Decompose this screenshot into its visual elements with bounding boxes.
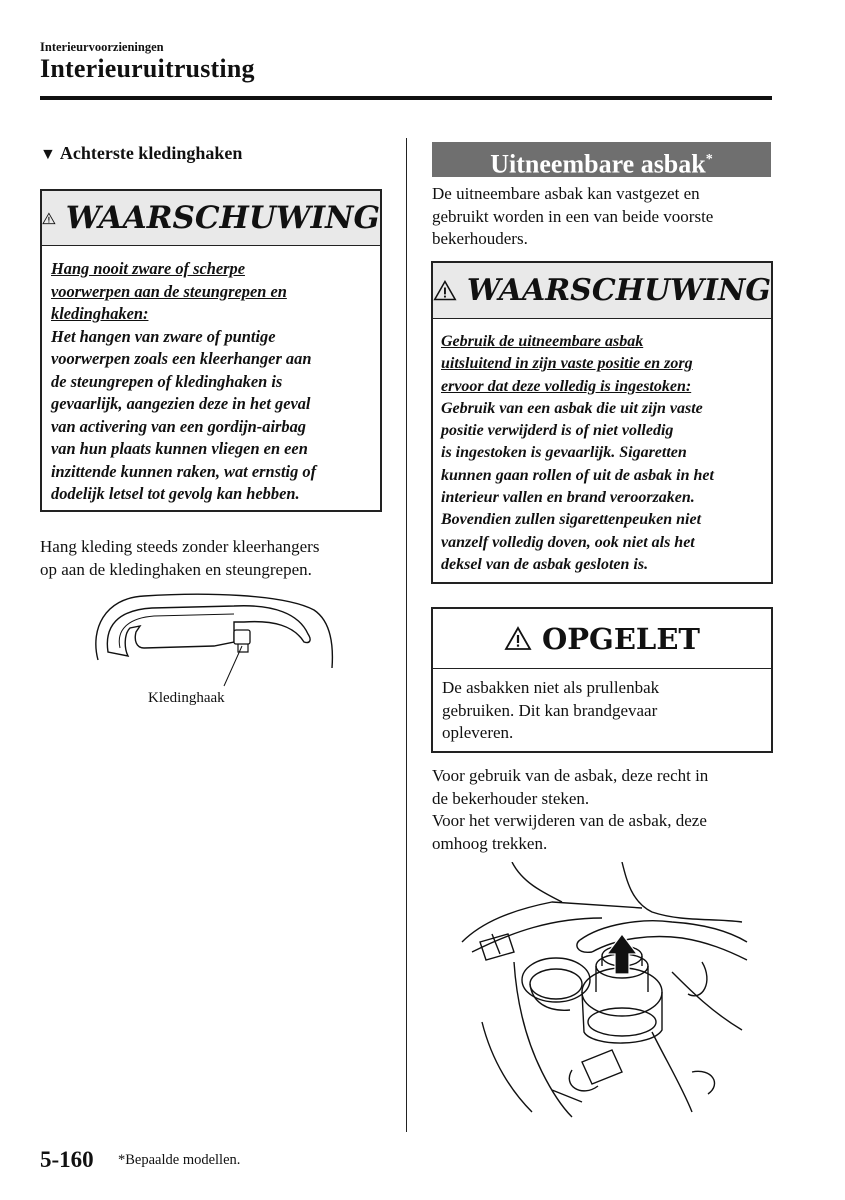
caution-box [431, 607, 773, 753]
warning-text-line: Gebruik van een asbak die uit zijn vaste [441, 399, 703, 417]
coat-hook-illustration [84, 590, 344, 690]
section-title: Uitneembare asbak [490, 149, 706, 179]
paragraph-line: gebruikt worden in een van beide voorste [432, 206, 714, 226]
subheading-text: Achterste kledinghaken [59, 143, 243, 163]
warning-text-line: gevaarlijk, aangezien deze in het geval [51, 394, 311, 413]
warning-text-line: positie verwijderd is of niet volledig [441, 422, 674, 440]
caution-text-line: gebruiken. Dit kan brandgevaar [442, 700, 658, 720]
warning-text-line: deksel van de asbak gesloten is. [441, 555, 649, 573]
warning-lead-line: kledinghaken: [51, 304, 149, 323]
warning-lead-line: Hang nooit zware of scherpe [51, 259, 245, 278]
warning-text-line: kunnen gaan rollen of uit de asbak in het [441, 466, 714, 484]
warning-text-line: vanzelf volledig doven, ook niet als het [441, 533, 695, 551]
triangle-down-icon: ▼ [40, 146, 56, 163]
ashtray-usage [432, 765, 772, 855]
warning-lead-line: voorwerpen aan de steungrepen en [51, 281, 287, 301]
hooks-paragraph [40, 536, 390, 581]
warning-box-ashtray [431, 261, 773, 584]
paragraph-line: bekerhouders. [432, 229, 528, 248]
warning-text-line: interieur vallen en brand veroorzaken. [441, 489, 695, 507]
footnote: *Bepaalde modellen. [118, 1152, 241, 1168]
column-divider [406, 138, 407, 1132]
ashtray-intro [432, 183, 772, 251]
caution-title: OPGELET [541, 621, 700, 656]
warning-body [433, 319, 771, 576]
figure-caption: Kledinghaak [148, 690, 225, 706]
caution-text-line: opleveren. [442, 723, 514, 742]
paragraph-line: de bekerhouder steken. [432, 788, 590, 808]
paragraph-line: Voor gebruik van de asbak, deze recht in [432, 766, 709, 785]
page-number: 5-160 [40, 1147, 94, 1172]
warning-text-line: dodelijk letsel tot gevolg kan hebben. [51, 484, 300, 503]
warning-lead-line: uitsluitend in zijn vaste positie en zorg [441, 355, 693, 373]
caution-text-line: De asbakken niet als prullenbak [442, 678, 660, 697]
ashtray-illustration [452, 862, 752, 1122]
warning-lead-line: ervoor dat deze volledig is ingestoken: [441, 377, 692, 395]
page-title: Interieuruitrusting [40, 54, 255, 83]
warning-box-hooks [40, 189, 382, 512]
section-title-bar [432, 142, 771, 177]
paragraph-line: omhoog trekken. [432, 833, 548, 853]
warning-body [42, 246, 380, 506]
paragraph-line: De uitneembare asbak kan vastgezet en [432, 184, 700, 203]
warning-text-line: van hun plaats kunnen vliegen en een [51, 439, 308, 458]
warning-text-line: de steungrepen of kledinghaken is [51, 371, 283, 391]
caution-body [433, 669, 771, 745]
warning-triangle-icon [504, 626, 532, 651]
warning-title: WAARSCHUWING [65, 200, 380, 236]
warning-title: WAARSCHUWING [466, 273, 771, 308]
paragraph-line: Voor het verwijderen van de asbak, deze [432, 811, 707, 830]
warning-text-line: inzittende kunnen raken, wat ernstig of [51, 461, 317, 481]
caution-header [433, 609, 771, 669]
warning-text-line: voorwerpen zoals een kleerhanger aan [51, 349, 312, 368]
warning-lead-line: Gebruik de uitneembare asbak [441, 333, 644, 350]
header-rule [40, 96, 772, 100]
warning-triangle-icon [42, 206, 56, 231]
warning-text-line: Het hangen van zware of puntige [51, 326, 276, 346]
warning-header [433, 263, 771, 319]
title-footnote-mark: * [705, 152, 713, 167]
warning-text-line: van activering van een gordijn-airbag [51, 416, 306, 436]
section-label: Interieurvoorzieningen [40, 40, 164, 54]
warning-text-line: is ingestoken is gevaarlijk. Sigaretten [441, 444, 687, 462]
paragraph-line: op aan de kledinghaken en steungrepen. [40, 559, 312, 579]
warning-triangle-icon [433, 278, 457, 303]
up-arrow-icon [607, 934, 637, 974]
subheading [40, 143, 242, 164]
paragraph-line: Hang kleding steeds zonder kleerhangers [40, 537, 320, 556]
warning-header [42, 191, 380, 246]
warning-text-line: Bovendien zullen sigarettenpeuken niet [441, 511, 702, 529]
